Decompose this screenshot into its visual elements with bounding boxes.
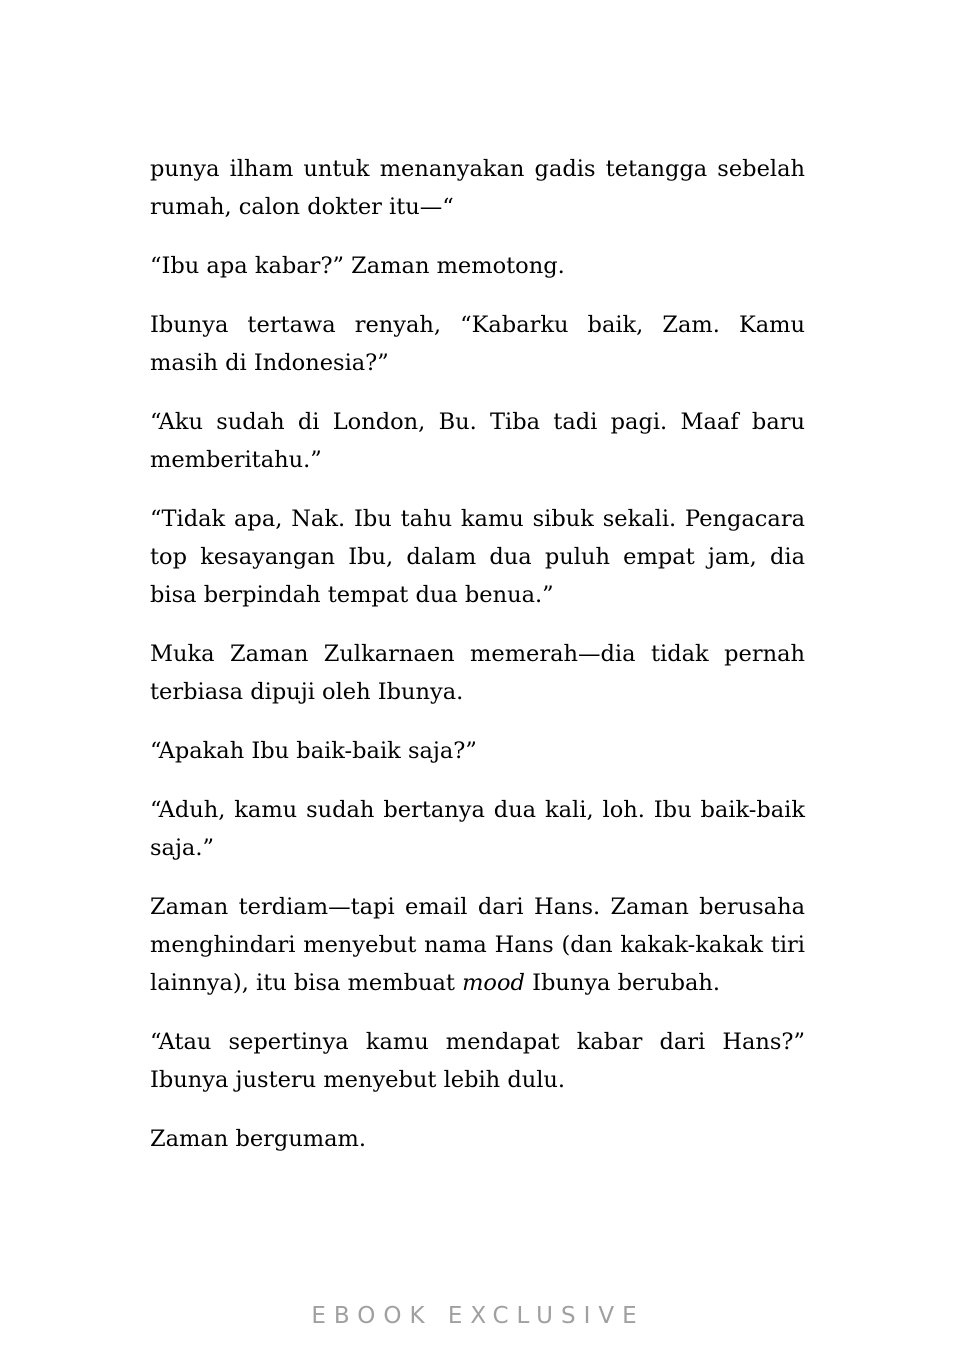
paragraph: punya ilham untuk menanyakan gadis tetangga sebelah rumah, calon dokter itu—“ (150, 156, 805, 220)
paragraph: “Aduh, kamu sudah bertanya dua kali, loh. Ibu baik-baik saja.” (150, 797, 805, 861)
paragraph: “Atau sepertinya kamu mendapat kabar dari Hans?” Ibunya justeru menyebut lebih dulu. (150, 1029, 805, 1093)
paragraph-text: Ibunya berubah. (524, 970, 721, 996)
paragraph: Zaman bergumam. (150, 1126, 367, 1152)
paragraph: “Ibu apa kabar?” Zaman memotong. (150, 253, 565, 279)
paragraph: “Aku sudah di London, Bu. Tiba tadi pagi. Maaf baru memberitahu.” (150, 409, 805, 473)
paragraph-text: Zaman terdiam—tapi email dari Hans. Zaman berusaha menghindari menyebut nama Hans (dan kakak-kakak tiri lainnya), itu bisa membuat (150, 894, 805, 996)
paragraph: “Apakah Ibu baik-baik saja?” (150, 738, 477, 764)
paragraph: Ibunya tertawa renyah, “Kabarku baik, Zam. Kamu masih di Indonesia?” (150, 312, 805, 376)
paragraph (150, 888, 805, 1002)
page-body (150, 150, 805, 1179)
footer-label: EBOOK EXCLUSIVE (311, 1303, 645, 1329)
paragraph: Muka Zaman Zulkarnaen memerah—dia tidak pernah terbiasa dipuji oleh Ibunya. (150, 641, 805, 705)
paragraph-italic-text: mood (462, 970, 525, 996)
paragraph: “Tidak apa, Nak. Ibu tahu kamu sibuk sekali. Pengacara top kesayangan Ibu, dalam dua puluh empat jam, dia bisa berpindah tempat dua benua.” (150, 506, 805, 608)
